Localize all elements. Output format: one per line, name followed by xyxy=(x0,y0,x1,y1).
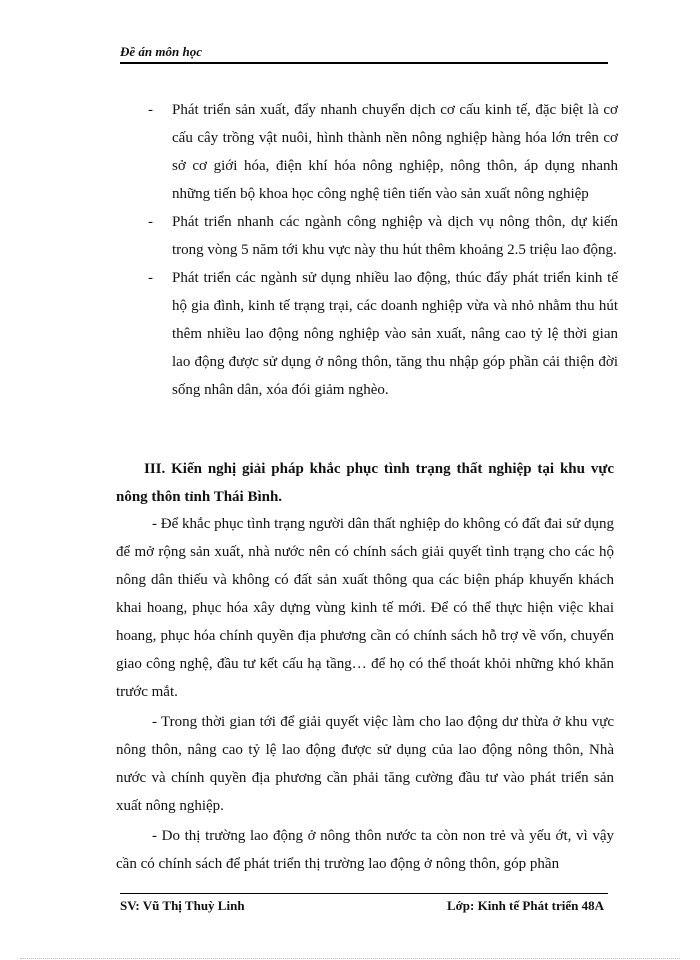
bullet-text: Phát triển sản xuất, đẩy nhanh chuyển dịch cơ cấu kinh tế, đặc biệt là cơ cấu cây trồng vật nuôi, hình thành nền nông nghiệp hàng hóa lớn trên cơ sở cơ giới hóa, điện khí hóa nông nghiệp, nông thôn, áp dụng nhanh những tiến bộ khoa học công nghệ tiên tiến vào sản xuất nông nghiệp xyxy=(172,102,618,202)
class-name: Lớp: Kinh tế Phát triển 48A xyxy=(446,898,604,913)
bullet-marker: - xyxy=(148,102,153,118)
section-heading: III. Kiến nghị giải pháp khắc phục tình trạng thất nghiệp tại khu vực nông thôn tỉnh Thái Bình. xyxy=(116,461,614,505)
paragraph: - Để khắc phục tình trạng người dân thất nghiệp do không có đất đai sử dụng để mở rộng sản xuất, nhà nước nên có chính sách giải quyết tình trạng cho các hộ nông dân thiếu và không có đất sản xuất thông qua các biện pháp khuyến khách khai hoang, phục hóa xây dựng vùng kinh tế mới. Để có thể thực hiện việc khai hoang, phục hóa chính quyền địa phương cần có chính sách hỗ trợ về vốn, chuyển giao công nghệ, đầu tư kết cấu hạ tầng… để họ có thể thoát khỏi những khó khăn trước mắt. xyxy=(116,516,614,700)
list-item xyxy=(148,264,618,404)
footer-divider xyxy=(120,893,608,894)
bullet-marker: - xyxy=(148,214,153,230)
bullet-marker: - xyxy=(148,270,153,286)
page-edge-divider xyxy=(20,958,680,959)
page-header xyxy=(120,44,608,64)
bullet-text: Phát triển nhanh các ngành công nghiệp và dịch vụ nông thôn, dự kiến trong vòng 5 năm tới khu vực này thu hút thêm khoảng 2.5 triệu lao động. xyxy=(172,214,618,258)
bullet-list xyxy=(148,96,618,404)
document-title: Đề án môn học xyxy=(120,44,202,59)
bullet-text: Phát triển các ngành sử dụng nhiều lao động, thúc đẩy phát triển kinh tế hộ gia đình, kinh tế trạng trại, các doanh nghiệp vừa và nhỏ nhằm thu hút thêm nhiều lao động nông nghiệp vào sản xuất, nâng cao tỷ lệ thời gian lao động được sử dụng ở nông thôn, tăng thu nhập góp phần cải thiện đời sống nhân dân, xóa đói giảm nghèo. xyxy=(172,270,618,398)
list-item xyxy=(148,96,618,208)
paragraph: - Do thị trường lao động ở nông thôn nước ta còn non trẻ và yếu ớt, vì vậy cần có chính sách để phát triển thị trường lao động ở nông thôn, góp phần xyxy=(116,828,614,872)
body-paragraphs xyxy=(116,510,614,880)
list-item xyxy=(148,208,618,264)
student-name: SV: Vũ Thị Thuỳ Linh xyxy=(120,898,245,913)
page-footer xyxy=(120,898,608,916)
paragraph: - Trong thời gian tới để giải quyết việc làm cho lao động dư thừa ở khu vực nông thôn, nâng cao tỷ lệ lao động được sử dụng của lao động nông thôn, Nhà nước và chính quyền địa phương cần phải tăng cường đầu tư vào phát triển sản xuất nông nghiệp. xyxy=(116,714,614,814)
